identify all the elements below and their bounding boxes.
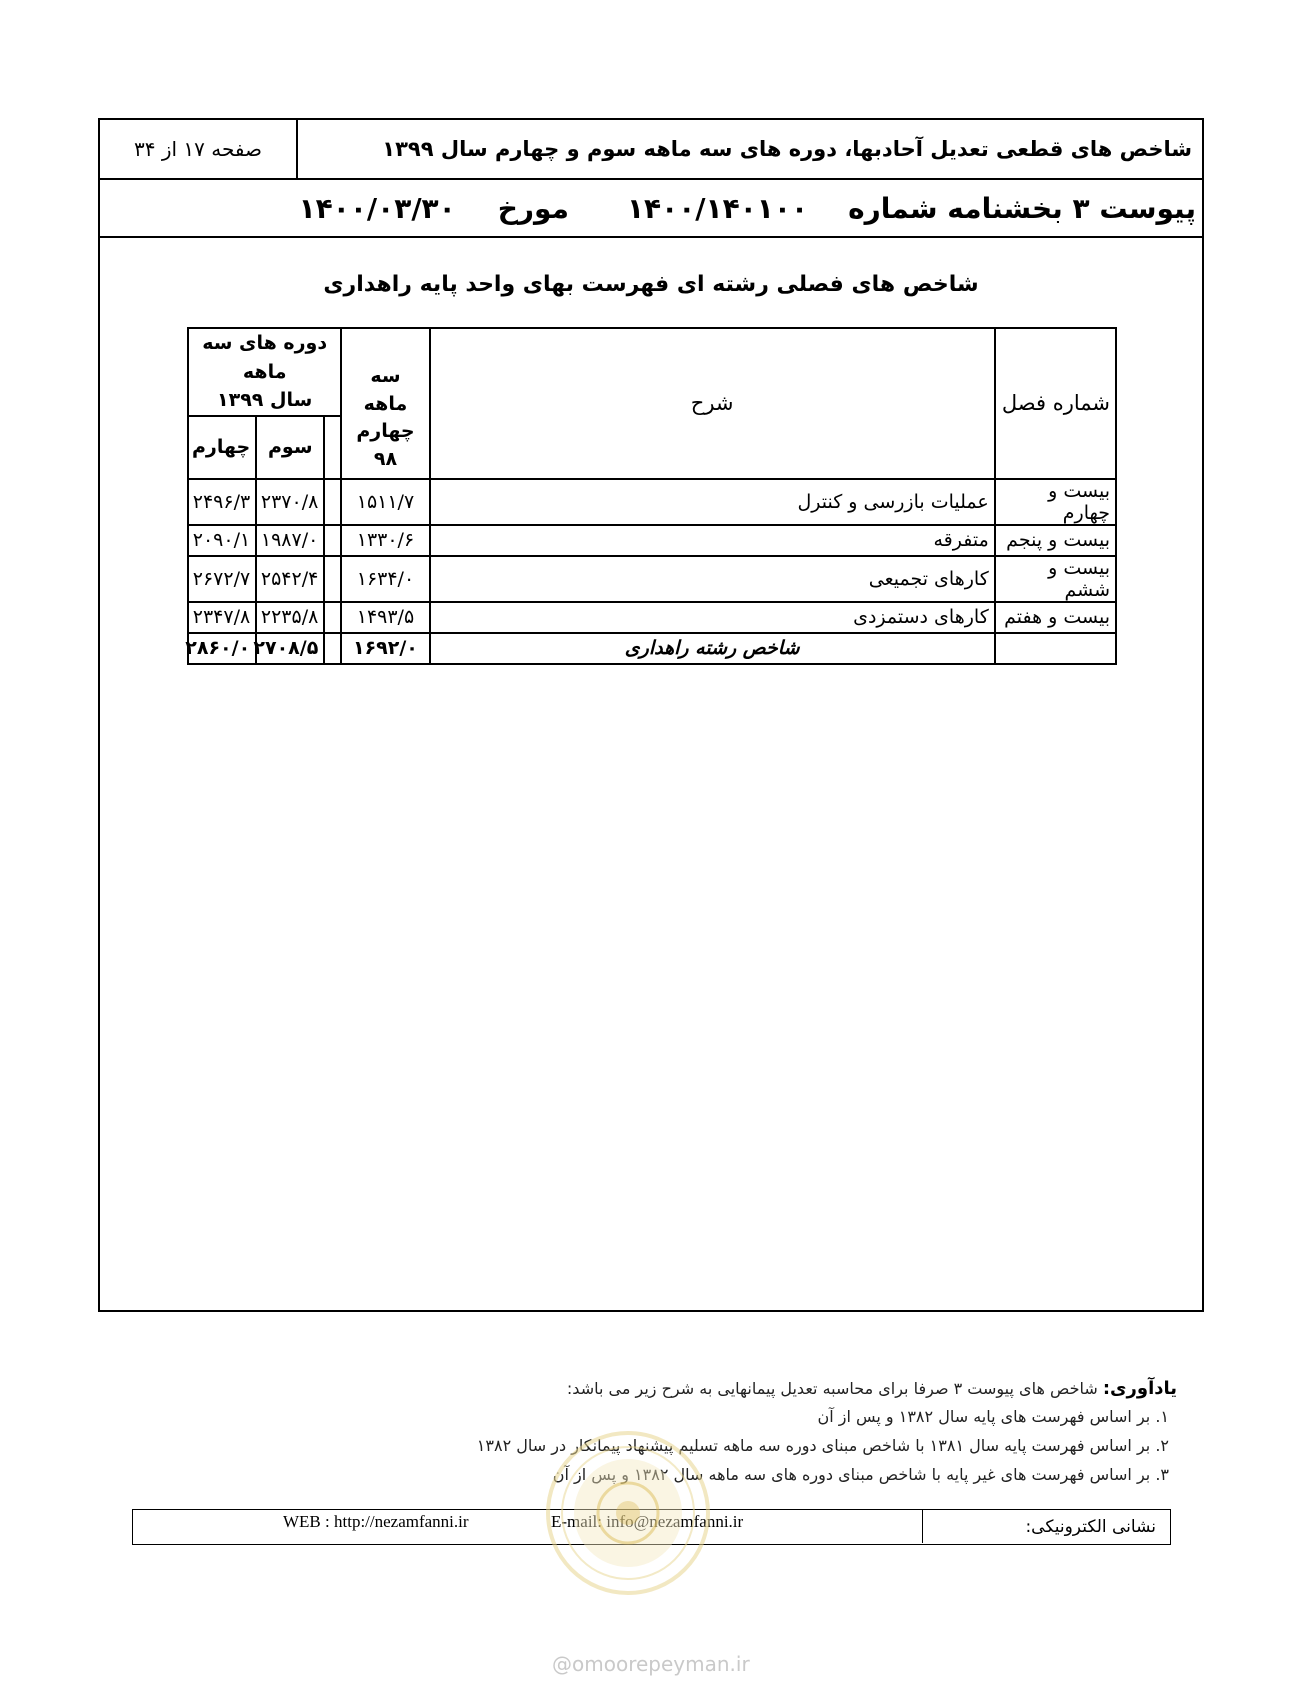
cell-base: ۱۴۹۳/۵ bbox=[341, 602, 429, 633]
col-group-line2: سال ۱۳۹۹ bbox=[217, 389, 313, 411]
circular-number: ۱۴۰۰/۱۴۰۱۰۰ bbox=[626, 191, 809, 225]
circular-info bbox=[299, 180, 1196, 236]
total-q3: ۲۷۰۸/۵ bbox=[256, 633, 324, 664]
col-chapter-header: شماره فصل bbox=[995, 328, 1116, 479]
spacer-header bbox=[324, 416, 341, 479]
cell-base: ۱۳۳۰/۶ bbox=[341, 525, 429, 556]
contact-label: نشانی الکترونیکی: bbox=[922, 1510, 1170, 1543]
table-row bbox=[188, 556, 1116, 602]
cell-spacer bbox=[324, 602, 341, 633]
cell-q3: ۲۳۷۰/۸ bbox=[256, 479, 324, 525]
table-row bbox=[188, 479, 1116, 525]
cell-q4: ۲۳۴۷/۸ bbox=[188, 602, 256, 633]
total-row bbox=[188, 633, 1116, 664]
table-row bbox=[188, 525, 1116, 556]
col-base-line2: چهارم ۹۸ bbox=[356, 420, 415, 470]
col-q4-header: چهارم bbox=[188, 416, 256, 479]
index-table bbox=[187, 327, 1117, 665]
section-title: شاخص های فصلی رشته ای فهرست بهای واحد پایه راهداری bbox=[323, 272, 979, 297]
cell-chapter: بیست و ششم bbox=[995, 556, 1116, 602]
cell-chapter: بیست و هفتم bbox=[995, 602, 1116, 633]
header-row-1 bbox=[100, 120, 1202, 180]
note-item: ۲. بر اساس فهرست پایه سال ۱۳۸۱ با شاخص مبنای دوره سه ماهه تسلیم پیشنهاد پیمانکار در سال ۱۳۸۲ bbox=[476, 1436, 1169, 1455]
col-group-line1: دوره های سه ماهه bbox=[202, 332, 328, 383]
cell-chapter: بیست و چهارم bbox=[995, 479, 1116, 525]
cell-q3: ۲۲۳۵/۸ bbox=[256, 602, 324, 633]
cell-q4: ۲۰۹۰/۱ bbox=[188, 525, 256, 556]
cell-q4: ۲۶۷۲/۷ bbox=[188, 556, 256, 602]
cell-q3: ۲۵۴۲/۴ bbox=[256, 556, 324, 602]
watermark-text: @omoorepeyman.ir bbox=[552, 1652, 750, 1676]
cell-q3: ۱۹۸۷/۰ bbox=[256, 525, 324, 556]
cell-desc: عملیات بازرسی و کنترل bbox=[430, 479, 995, 525]
page-number: صفحه ۱۷ از ۳۴ bbox=[100, 120, 298, 178]
cell-chapter bbox=[995, 633, 1116, 664]
seal-watermark-icon bbox=[543, 1428, 713, 1598]
cell-spacer bbox=[324, 633, 341, 664]
table-row bbox=[188, 602, 1116, 633]
cell-desc: کارهای دستمزدی bbox=[430, 602, 995, 633]
date-value: ۱۴۰۰/۰۳/۳۰ bbox=[298, 191, 456, 225]
cell-desc: متفرقه bbox=[430, 525, 995, 556]
cell-chapter: بیست و پنجم bbox=[995, 525, 1116, 556]
cell-spacer bbox=[324, 479, 341, 525]
header-row-2 bbox=[100, 180, 1202, 238]
annex-label: پیوست ۳ بخشنامه شماره bbox=[848, 191, 1196, 225]
cell-spacer bbox=[324, 525, 341, 556]
document-frame bbox=[98, 118, 1204, 1312]
cell-base: ۱۵۱۱/۷ bbox=[341, 479, 429, 525]
web-link[interactable]: WEB : http://nezamfanni.ir bbox=[283, 1512, 469, 1531]
date-label: مورخ bbox=[497, 191, 569, 225]
cell-base: ۱۶۳۴/۰ bbox=[341, 556, 429, 602]
col-base-line1: سه ماهه bbox=[363, 365, 408, 415]
note-item: ۳. بر اساس فهرست های غیر پایه با شاخص مبنای دوره های سه ماهه سال ۱۳۸۲ و پس از آن bbox=[552, 1465, 1169, 1484]
total-desc: شاخص رشته راهداری bbox=[430, 633, 995, 664]
col-base-header bbox=[341, 328, 429, 479]
col-desc-header: شرح bbox=[430, 328, 995, 479]
document-title: شاخص های قطعی تعدیل آحادبها، دوره های سه ماهه سوم و چهارم سال ۱۳۹۹ bbox=[382, 137, 1192, 161]
cell-q4: ۲۴۹۶/۳ bbox=[188, 479, 256, 525]
email-link[interactable]: E-mail: info@nezamfanni.ir bbox=[551, 1512, 744, 1531]
col-group-header bbox=[188, 328, 341, 416]
col-q3-header: سوم bbox=[256, 416, 324, 479]
cell-desc: کارهای تجمیعی bbox=[430, 556, 995, 602]
cell-spacer bbox=[324, 556, 341, 602]
note-item: ۱. بر اساس فهرست های پایه سال ۱۳۸۲ و پس از آن bbox=[817, 1407, 1169, 1426]
note-intro bbox=[567, 1378, 1177, 1399]
note-intro-text: شاخص های پیوست ۳ صرفا برای محاسبه تعدیل پیمانهایی به شرح زیر می باشد: bbox=[566, 1379, 1103, 1398]
total-base: ۱۶۹۲/۰ bbox=[341, 633, 429, 664]
note-heading: یادآوری: bbox=[1102, 1378, 1177, 1399]
total-q4: ۲۸۶۰/۰ bbox=[188, 633, 256, 664]
